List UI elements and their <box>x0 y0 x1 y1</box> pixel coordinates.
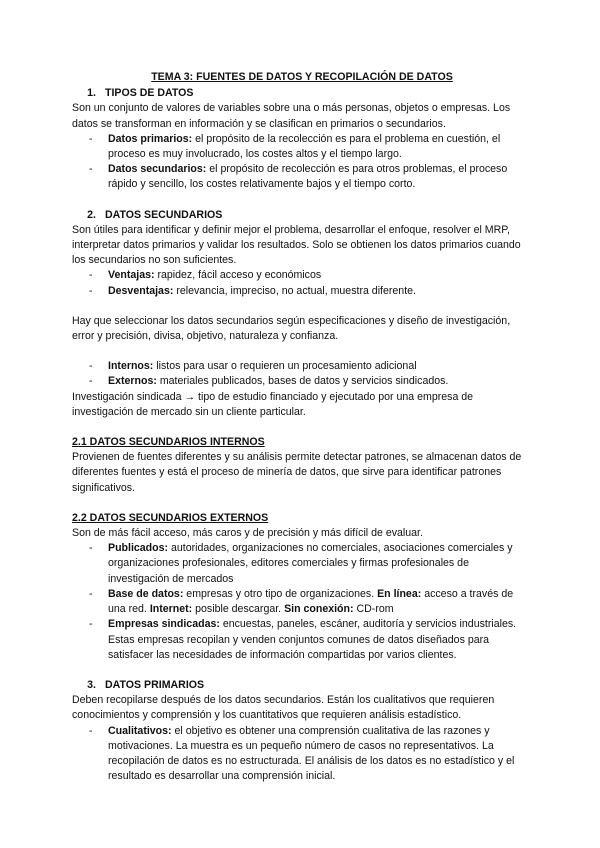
list-item: - Cualitativos: el objetivo es obtener una comprensión cualitativa de las razones y motivaciones. La muestra es un pequeño número de casos no representativos. La recopilación de datos es no estructurada. El análisis de los datos es no estadístico y el resultado es desarrollar una comprensión inicial. <box>89 724 515 783</box>
subsection-2-2-heading: 2.2 DATOS SECUNDARIOS EXTERNOS <box>72 511 269 524</box>
section-title: TIPOS DE DATOS <box>105 87 194 100</box>
paragraph: Provienen de fuentes diferentes y su análisis permite detectar patrones, se almacenan datos de diferentes fuentes y está el proceso de minería de datos, que sirve para identificar patrones significativos. <box>72 451 522 494</box>
paragraph: Deben recopilarse después de los datos secundarios. Están los cualitativos que requieren conocimientos y comprensión y los cuantitativos que requieren análisis estadístico. <box>72 694 495 722</box>
list-item: - Base de datos: empresas y otro tipo de organizaciones. En línea: acceso a través de una red. Internet: posible descargar. Sin conexión: CD-rom <box>89 587 514 616</box>
term: Ventajas: <box>108 269 155 282</box>
paragraph: Hay que seleccionar los datos secundarios según especificaciones y diseño de investigación, error y precisión, divisa, objetivo, naturaleza y confianza. <box>72 314 511 343</box>
bullet-list <box>72 541 532 663</box>
term: Desventajas: <box>108 284 174 297</box>
section-title: DATOS SECUNDARIOS <box>105 208 223 221</box>
section-1-heading <box>72 86 532 101</box>
list-item: - Desventajas: relevancia, impreciso, no actual, muestra diferente. <box>89 284 416 297</box>
list-item: - Ventajas: rapidez, fácil acceso y económicos <box>89 269 322 282</box>
list-item: - Empresas sindicadas: encuestas, paneles, escáner, auditoría y servicios industriales. Estas empresas recopilan y venden conjuntos comunes de datos diseñados para satisfacer las necesidades de información compartidas por varios clientes. <box>89 618 517 661</box>
list-item: - Datos primarios: el propósito de la recolección es para el problema en cuestión, el proceso es muy involucrado, los costes altos y el tiempo largo. <box>89 132 501 161</box>
bullet-list <box>72 268 532 298</box>
section-title: DATOS PRIMARIOS <box>105 678 205 691</box>
bullet-list <box>72 132 532 193</box>
term: Datos primarios: <box>108 132 193 145</box>
term: Base de datos: <box>108 587 184 600</box>
paragraph: Son útiles para identificar y definir mejor el problema, desarrollar el enfoque, resolver el MRP, interpretar datos primarios y validar los resultados. Solo se obtienen los datos primarios cuando los secundarios no son suficientes. <box>72 223 521 267</box>
paragraph: Son un conjunto de valores de variables sobre una o más personas, objetos o empresas. Los datos se transforman en información y se clasifican en primarios o secundarios. <box>72 102 511 130</box>
term: Internet: <box>149 603 193 616</box>
document-page <box>72 70 532 784</box>
bullet-list <box>72 724 532 785</box>
term: Sin conexión: <box>284 603 354 616</box>
term: Empresas sindicadas: <box>108 618 220 631</box>
list-item: - Internos: listos para usar o requieren un procesamiento adicional <box>89 360 417 373</box>
term: Publicados: <box>108 542 169 555</box>
subsection-2-1-heading: 2.1 DATOS SECUNDARIOS INTERNOS <box>72 436 265 449</box>
paragraph: Son de más fácil acceso, más caros y de precisión y más difícil de evaluar. <box>72 527 423 540</box>
term: Datos secundarios: <box>108 163 207 176</box>
term: Internos: <box>108 360 154 373</box>
section-number: 1. <box>87 87 96 100</box>
term: Externos: <box>108 375 157 388</box>
term: Cualitativos: <box>108 724 172 737</box>
section-number: 2. <box>87 208 96 221</box>
bullet-list <box>72 359 532 389</box>
list-item: - Publicados: autoridades, organizaciones no comerciales, asociaciones comerciales y organizaciones profesionales, editores comerciales y firmas profesionales de investigación de mercados <box>89 542 513 585</box>
term: En línea: <box>377 587 422 600</box>
list-item: - Datos secundarios: el propósito de recolección es para otros problemas, el proceso rápido y sencillo, los costes relativamente bajos y el tiempo corto. <box>89 163 508 191</box>
section-2-heading <box>72 208 532 223</box>
section-number: 3. <box>87 678 96 691</box>
list-item: - Externos: materiales publicados, bases de datos y servicios sindicados. <box>89 375 449 388</box>
paragraph: Investigación sindicada → tipo de estudio financiado y ejecutado por una empresa de investigación de mercado sin un cliente particular. <box>72 390 474 418</box>
section-3-heading <box>72 678 532 693</box>
page-title: TEMA 3: FUENTES DE DATOS Y RECOPILACIÓN DE DATOS <box>151 71 453 83</box>
